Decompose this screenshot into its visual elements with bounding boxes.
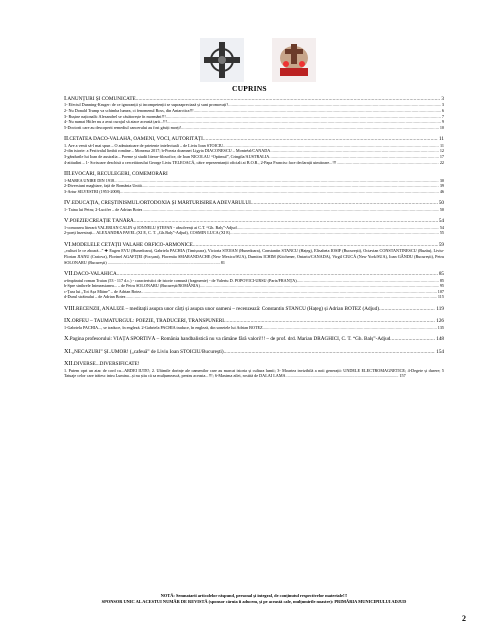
paragraph-page: 157 <box>399 373 406 379</box>
section-page: 148 <box>436 336 444 343</box>
section-paragraph[interactable] <box>64 248 444 265</box>
section-page: 59 <box>438 241 444 248</box>
leader-dots <box>379 306 435 312</box>
section-heading[interactable]: VIII.RECENZII, ANALIZE – meditații asupra unor cărți și asupra unor oameni – recenzează: Constantin STANCU (Hațeg) și Adrian BOTEZ (Adjud) ..... 119 <box>64 306 444 312</box>
entry-page: 30 <box>439 177 444 183</box>
page-number: 2 <box>462 614 466 623</box>
section-title: RECENZII, ANALIZE – meditații asupra unor cărți și asupra unor oameni – recenzează: Constantin STANCU (Hațeg) și Adrian BOTEZ (Adjud) <box>75 305 379 312</box>
entry-page: 6 <box>441 108 444 113</box>
altar-icon <box>272 38 316 82</box>
entry-page: 46 <box>439 188 444 194</box>
section-heading[interactable]: I.ANUNȚURI ȘI COMUNICATE ..... 3 <box>64 96 444 102</box>
toc-section <box>64 318 444 330</box>
entry-page: 107 <box>437 288 444 294</box>
entry-title: d-Durul străinului – de Adrian Botez <box>64 294 126 300</box>
entry-title: 5-Doctorii care au descoperit remediul cancerului au fost găsiți morți! <box>64 124 182 130</box>
cross-icon <box>200 38 244 82</box>
section-number: IV <box>64 200 71 207</box>
section-title: Pagina profesorului: VIAȚA SPORTIVĂ – România handbalistică nu va rămâne fără valori!!! – de prof. drd. Marian DRĂGHICI, C. T. “Gh. Balș”-Adjud <box>69 336 391 343</box>
section-title: EVOCĂRI, RECULEGERI, COMEMORĂRI <box>71 171 168 178</box>
entry-page: 115 <box>437 294 444 300</box>
section-page: 85 <box>438 271 444 278</box>
entry-page: 54 <box>439 224 444 230</box>
section-title: EDUCAȚIA, CREȘTINISMUL/ORTODOXIA ȘI MĂRTURISIREA ADEVĂRULUI <box>71 200 251 207</box>
entry-title: 2-poeți înzestrați... ALEXANDRA PAVEL (XI E, C. T. „Gh.Balș”-Adjud), COSMIN LUCA (XI E) <box>64 230 231 236</box>
section-title: POEZIE/CREAȚIE TÂNĂRĂ <box>69 218 134 225</box>
toc-section <box>64 218 444 236</box>
note-line-1: NOTĂ: Semnatarii articolelor răspund, personal și integral, de conținutul respectivelor materiale!!! <box>160 593 348 598</box>
entry-title: 3-Artur SILVESTRI (1953-2008) <box>64 188 121 194</box>
section-title: DACO-VALAHICA <box>73 271 117 278</box>
entry-title: 2-din istorie: a Festivalul limbii române – Moneasa 2017; b-Poezia doamnei Ligyia DIACONESCU – Montréal/CANADA <box>64 148 271 154</box>
entry-page: 22 <box>439 159 444 165</box>
section-number: X <box>64 336 69 343</box>
toc-section <box>64 200 444 212</box>
table-of-contents <box>64 96 444 379</box>
toc-section <box>64 271 444 300</box>
toc-entry[interactable] <box>64 294 444 300</box>
entry-page: 11 <box>439 142 444 148</box>
toc-entry[interactable] <box>64 160 444 166</box>
entry-page: 50 <box>439 206 444 212</box>
header-images <box>200 38 320 82</box>
section-number: IX <box>64 318 71 325</box>
entry-title: 3- Rușine națională: Alexandrel se căsătorește în mormânt!!! <box>64 113 166 119</box>
toc-section <box>64 336 444 342</box>
entry-page: 7 <box>441 113 444 119</box>
toc-entry[interactable] <box>64 189 444 195</box>
paragraph-text: 1. Putem opri un atac de cord cu...ARDEI IUTE!; 2. Ultimile dorințe ale oamenilor care au marcat istoria și cultura lumii; 3- Moartea invizibilă a noii generații: UNDELE ELECTROMAGNETICE; 4-Degete și durere; 5 Tatuaje celor care trăiesc intru Lumina...și nu știu că sa mulțumească, pentru aceasta...!!!; 6-Maxima zilei, rostită de DALAI LAMA <box>64 367 444 379</box>
section-number: VIII <box>64 305 75 312</box>
section-number: XII <box>64 361 73 368</box>
section-number: VI <box>64 241 71 248</box>
entry-page: 85 <box>439 277 444 283</box>
section-heading[interactable]: IV.EDUCAȚIA, CREȘTINISMUL/ORTODOXIA ȘI MĂRTURISIREA ADEVĂRULUI ..... 50 <box>64 200 444 206</box>
section-page: 11 <box>439 136 444 143</box>
section-title: „NECAZURI” ȘI..UMOR! („cafeuă” de Liviu Ioan STOICIU/București) <box>71 348 224 355</box>
toc-entry[interactable] <box>64 230 444 236</box>
leader-dots <box>263 325 437 331</box>
note-line-2: SPONSOR UNIC AL ACESTUI NUMĂR DE REVISTĂ (sponsor căruia îi aducem, și pe această cale, mulțumirile noastre): PRIMĂRIA MUNICIPIULUI ADJUD <box>101 598 407 604</box>
entry-title: a-împăratul roman Traian (53 - 117 d.c.) - caracteristici de istorie comună (fragmente) - de Valeriu D. POPOVICI-URSU (Paris/FRANȚA) <box>64 277 297 283</box>
entry-page: 10 <box>439 124 444 130</box>
toc-entry[interactable] <box>64 325 444 331</box>
toc-section <box>64 306 444 312</box>
entry-page: 3 <box>441 102 444 108</box>
leader-dots: ........................................................................................................... <box>285 373 400 379</box>
section-number: VII <box>64 271 73 278</box>
section-heading[interactable]: XII.DIVERSE...DIVERSIFICATE! <box>64 361 140 368</box>
entry-title: 1-comoarea literară VALERIAN CALIN și IONNELU ȘTEFAN - absolvenți ai C.T. “Gh. Balș”-Adjud <box>64 224 237 230</box>
entry-page: 9 <box>441 119 444 125</box>
section-heading[interactable]: V.POEZIE/CREAȚIE TÂNĂRĂ ..... 54 <box>64 218 444 224</box>
leader-dots <box>120 189 439 195</box>
toc-section <box>64 349 444 355</box>
toc-section <box>64 171 444 194</box>
entry-page: 55 <box>439 230 444 236</box>
leader-dots <box>230 230 439 236</box>
section-title: DIVERSE...DIVERSIFICATE! <box>73 361 140 368</box>
toc-section <box>64 96 444 130</box>
leader-dots <box>224 349 436 355</box>
section-title: MODELELE CETĂȚII VALAHE ORFICO-ARMONICE <box>71 241 193 248</box>
section-page: 3 <box>441 96 444 102</box>
entry-title: b-Spre sinihrele Inimeasianea... – de Petru SOLONARU (București/ROMÂNIA) <box>64 283 200 289</box>
section-number: II <box>64 136 69 143</box>
entry-title: 2- Nu Donald Trump va schimba lumea, ci fenomenul Ross, din Antarctica!!! <box>64 108 194 113</box>
section-title: CETATEA DACO-VALAHĂ, OAMENI, VOCI, AUTORITĂȚI <box>69 136 203 143</box>
section-paragraph[interactable] <box>64 368 444 379</box>
section-heading[interactable]: X.Pagina profesorului: VIAȚA SPORTIVĂ – România handbalistică nu va rămâne fără valori!!! – de prof. drd. Marian DRĂGHICI, C. T. “Gh. Balș”-Adjud ..... 148 <box>64 336 444 342</box>
toc-entry[interactable] <box>64 207 444 213</box>
section-number: III <box>64 171 71 178</box>
leader-dots: ........................................................................................................... <box>106 259 221 265</box>
entry-title: 1-MAREA UNIRE DIN 1918 <box>64 177 115 183</box>
section-heading[interactable]: VI.MODELELE CETĂȚII VALAHE ORFICO-ARMONICE ..... 59 <box>64 242 444 248</box>
entry-title: 1-Gabriela PACHIA..., se traduce, în engleză. 2-Gabriela PACHIA traduce, în engleză, din sonetele lui Adrian BOTEZ <box>64 324 263 330</box>
leader-dots <box>337 160 439 166</box>
section-title: ORFEU – TAUMATURGUL: POEZIE, TRADUCERI, TRANSPUNERI <box>71 318 225 325</box>
section-page: 50 <box>438 200 444 207</box>
entry-title: 1. Ave a venit să-l mai spun – O admiratoare de prietenie intelectuali – de Liviu Ioan STOICIU <box>64 142 224 148</box>
entry-title: 1- Taina lui Petru; 2-Lucifer – de Adrian Botez <box>64 206 143 212</box>
entry-page: 17 <box>439 153 444 159</box>
section-page: 119 <box>436 305 444 312</box>
section-number: I <box>64 96 67 102</box>
section-heading[interactable]: II.CETATEA DACO-VALAHĂ, OAMENI, VOCI, AUTORITĂȚI ..... 11 <box>64 136 444 142</box>
section-page: 154 <box>436 348 444 355</box>
leader-dots <box>390 336 435 342</box>
toc-section <box>64 136 444 165</box>
toc-entry[interactable] <box>64 125 444 131</box>
toc-section <box>64 361 444 379</box>
paragraph-page: 81 <box>220 259 225 265</box>
entry-title: 4- Nu numai Hitler nu a avut curajul să atace această țară...!!! <box>64 119 168 125</box>
section-heading[interactable]: III.EVOCĂRI, RECULEGERI, COMEMORĂRI <box>64 171 168 178</box>
entry-title: c-Țara lui „Tot Așa Măine” – de Adrian Botez <box>64 288 142 294</box>
section-heading[interactable]: IX.ORFEU – TAUMATURGUL: POEZIE, TRADUCERI, TRANSPUNERI ..... 126 <box>64 318 444 324</box>
section-page: 54 <box>438 218 444 225</box>
paragraph-text: „vulturi le ce zboară...” ✚ Eugen EVU (Hunedoara), Gabriela PACHIA (Timișoara), Victoria STOIAN (Hunedoara), Constantin STANCU (Hațeg), Elisabeta IOSIF (București), Octavian CONSTANTINESCU (Buzău), Liviu-Florian JIANU (Craiova), Florinel AGAFIȚEI (Focșani), Florentia SMARANDACHE (New Mexico/SUA), Dumitru ICHIM (Kitchener, Ontario/CANADA), Virgil CIUCĂ (New York/SUA), Ioan GÂNDU (București), Petru SOLONARU (București) <box>64 248 444 265</box>
entry-page: 39 <box>439 183 444 189</box>
leader-dots <box>181 125 439 131</box>
leader-dots <box>126 294 437 300</box>
entry-title: 1- Efectul Dunning-Kruger: de ce ignoranții și incompetenții se supraapreciază și sunt promovați? <box>64 102 229 108</box>
section-number: XI <box>64 348 71 355</box>
section-heading[interactable]: VII.DACO-VALAHICA ..... 85 <box>64 271 444 277</box>
entry-title: 3-gândurile lui Ioan de australia – Poeme și studii literar-filosofice, de Ioan NICOLAU “Optimul”, Cringila/AUSTRALIA <box>64 153 270 159</box>
entry-title: 2-Diversiuni maghiare, față de România Unită <box>64 183 142 189</box>
entry-page: 12 <box>439 148 444 154</box>
section-number: V <box>64 218 69 225</box>
entry-page: 135 <box>437 324 444 330</box>
toc-section <box>64 242 444 265</box>
entry-page: 95 <box>439 283 444 289</box>
entry-title: 4-atitudini – 1- Scrisoare deschisă a cercetătorului George Liviu TELEOACĂ, către reprezentanții oficiali ai B.O.R., 2-Papa Francisc face declarații uimitoare...!!! <box>64 159 337 165</box>
section-title: ANUNȚURI ȘI COMUNICATE <box>67 96 136 102</box>
section-page: 126 <box>436 318 444 325</box>
footer-note <box>64 593 444 604</box>
leader-dots <box>142 207 438 213</box>
section-heading[interactable]: XI.„NECAZURI” ȘI..UMOR! („cafeuă” de Liviu Ioan STOICIU/București) ..... 154 <box>64 349 444 355</box>
page-title: CUPRINS <box>232 84 267 93</box>
